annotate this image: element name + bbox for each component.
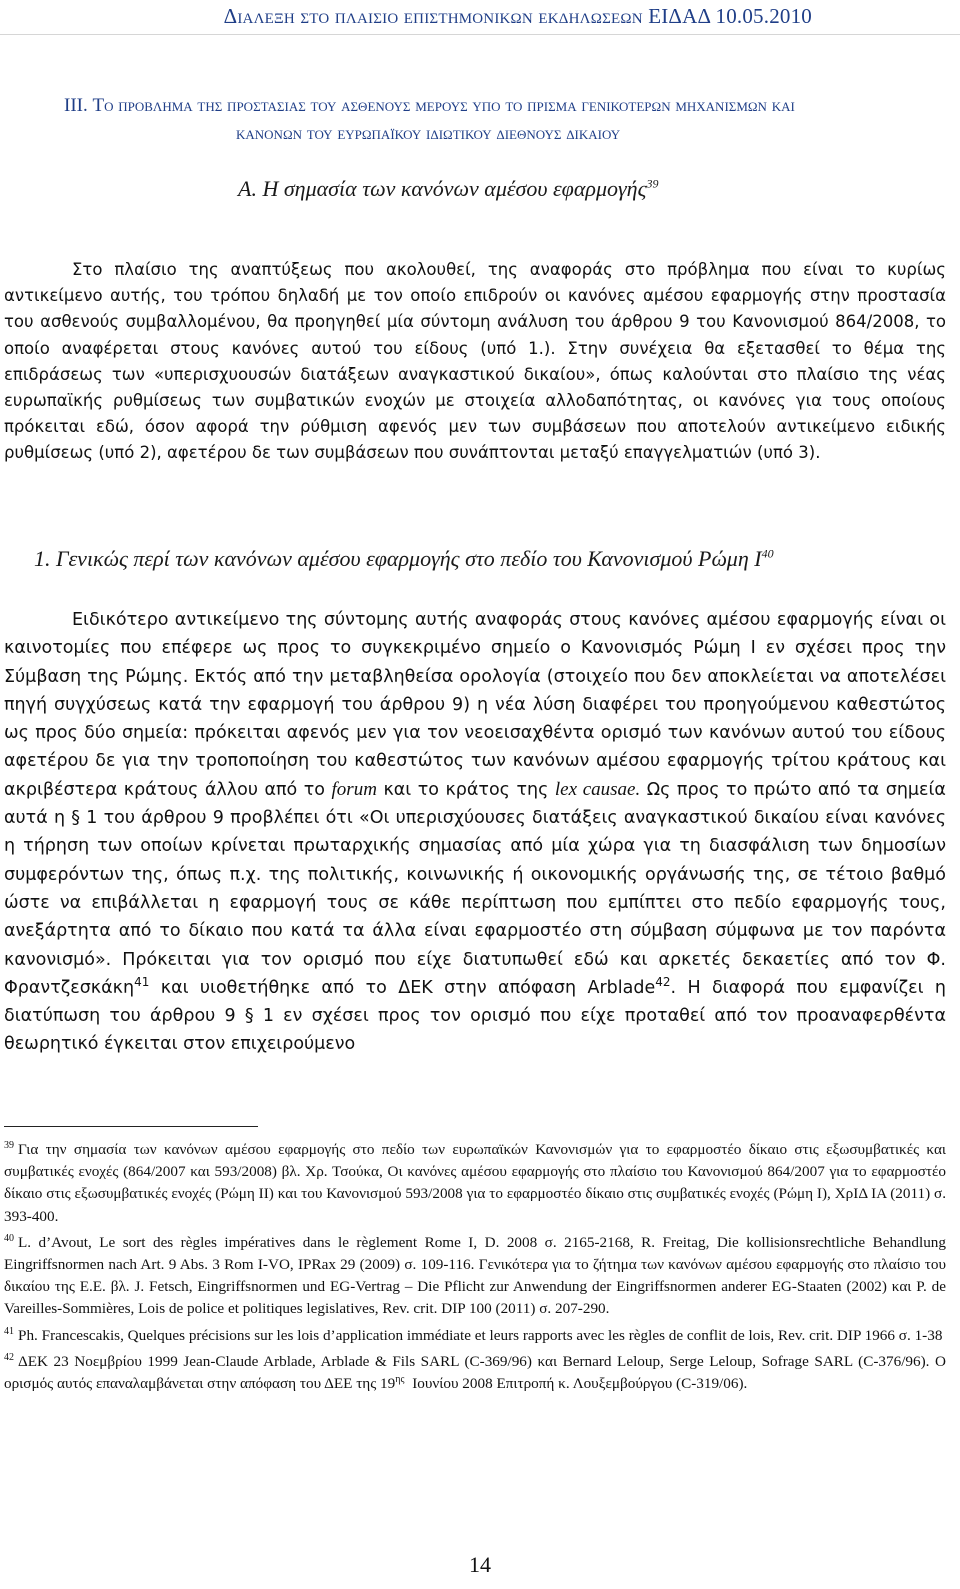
footnote-text: Για την σημασία των κανόνων αμέσου εφαρμογής στο πεδίο των ευρωπαϊκών Κανονισμών για το εφαρμοστέο δίκαιο στις εξωσυμβατικές και συμβατικές ενοχές (864/2007 και 593/2008) βλ. Χρ. Τσούκα, Οι κανόνες αμέσου εφαρμογής στο πλαίσιο του Κανονισμού 864/2007 για το εφαρμοστέο δίκαιο στις εξωσυμβατικές ενοχές (Ρώμη ΙΙ) και του Κανονισμού 593/2008 για το εφαρμοστέο δίκαιο στις συμβατικές ενοχές (Ρώμη Ι), ΧρΙΔ ΙΑ (2011) σ. 393-400. <box>4 1141 946 1225</box>
footnote-number: 40 <box>4 1232 14 1244</box>
footnote-ref-42: 42 <box>655 975 671 990</box>
footnote-text: L. d’Avout, Le sort des règles impératives dans le règlement Rome I, D. 2008 σ. 2165-2168, R. Freitag, Die kollisionsrechtliche Behandlung Eingriffsnormen nach Art. 9 Abs. 3 Rom I-VO, IPRax 29 (2009) σ. 109-116. Γενικότερα για το ζήτημα των κανόνων αμέσου εφαρμογής στο πλαίσιο του δικαίου της Ε.Ε. βλ. J. Fetsch, Eingriffsnormen und EG-Vertrag – Die Pflicht zur Anwendung der Eingriffsnormen anderer EG-Staaten (2002) και P. de Vareilles-Sommières, Lois de police et politiques legislatives, Rev. crit. DIP 100 (2011) σ. 207-290. <box>4 1233 946 1318</box>
footnote-41 <box>4 1325 946 1347</box>
subsection-1-title: 1. Γενικώς περί των κανόνων αμέσου εφαρμογής στο πεδίο του Κανονισμού Ρώμη Ι <box>34 546 762 571</box>
section-heading <box>64 92 944 148</box>
footnote-separator <box>4 1126 258 1127</box>
subsection-a-title: Α. Η σημασία των κανόνων αμέσου εφαρμογής <box>238 176 647 201</box>
footnotes <box>4 1139 946 1399</box>
paragraph-2-part-1: Ειδικότερο αντικείμενο της σύντομης αυτής αναφοράς στους κανόνες αμέσου εφαρμογής είναι οι καινοτομίες που επέφερε ως προς το συγκεκριμένο σημείο ο Κανονισμός Ρώμη Ι εν σχέσει προς την Σύμβαση της Ρώμης. Εκτός από την μεταβληθείσα ορολογία (στοιχείο που δεν αποκλείεται να αποτελέσει πηγή συγχύσεως κατά την εφαρμογή του άρθρου 9) η νέα λύση διαφέρει του προηγούμενου καθεστώτος ως προς δύο σημεία: πρόκειται αφενός μεν για τον νεοεισαχθέντα ορισμό των κανόνων αυτού του είδους αφετέρου δε για την τροποποίηση του καθεστώτος των κανόνων αμέσου εφαρμογής τρίτου κράτους και ακριβέστερα κράτους άλλου από το <box>4 610 946 800</box>
paragraph-2-part-5: . Η διαφορά που εμφανίζει η διατύπωση του άρθρου 9 § 1 εν σχέσει προς τον ορισμό που είχε προταθεί από τον προαναφερθέντα θεωρητικό έγκειται στον επιχειρούμενο <box>4 977 946 1055</box>
footnote-text-part-1: ΔΕΚ 23 Νοεμβρίου 1999 Jean-Claude Arblade, Arblade & Fils SARL (C-369/96) και Bernard Leloup, Serge Leloup, Sofrage SARL (C-376/96). Ο ορισμός αυτός επαναλαμβάνεται στην απόφαση του ΔΕΕ της 19 <box>4 1352 946 1393</box>
paragraph-1-text: Στο πλαίσιο της αναπτύξεως που ακολουθεί, της αναφοράς στο πρόβλημα που είναι το κυρίως αντικείμενο αυτής, του τρόπου δηλαδή με τον οποίο επιδρούν οι κανόνες αμέσου εφαρμογής στην προστασία του ασθενούς συμβαλλομένου, θα προηγηθεί μία σύντομη ανάλυση του άρθρου 9 του Κανονισμού 864/2008, το οποίο αναφέρεται στους κανόνες αυτού του είδους (υπό 1.). Στην συνέχεια θα εξετασθεί το θέμα της επιδράσεως των «υπερισχυουσών διατάξεων αναγκαστικού δικαίου», όπως καλούνται στο πλαίσιο της νέας ευρωπαϊκής ρυθμίσεως των συμβατικών ενοχών με στοιχεία αλλοδαπότητας, οι κανόνες για τους οποίους πρόκειται εδώ, όσον αφορά την ρύθμιση αφενός μεν των συμβάσεων που αποτελούν αντικείμενο ειδικής ρυθμίσεως (υπό 2), αφετέρου δε των συμβάσεων που συνάπτονται μεταξύ επαγγελματιών (υπό 3). <box>4 260 946 463</box>
term-forum: forum <box>331 778 377 800</box>
footnote-number: 42 <box>4 1351 14 1363</box>
footnote-text: Ph. Francescakis, Quelques précisions sur les lois d’application immédiate et leurs rapports avec les règles de conflit de lois, Rev. crit. DIP 1966 σ. 1-38 <box>18 1326 943 1344</box>
footnote-ref-40: 40 <box>761 546 774 561</box>
header-rule <box>0 34 960 35</box>
footnote-ref-39: 39 <box>646 176 659 191</box>
running-header <box>224 4 812 29</box>
paragraph-2-part-2: και το κράτος της <box>383 779 549 800</box>
footnote-number: 41 <box>4 1325 14 1337</box>
section-heading-line-2: κανονων του ευρωπαϊκου ιδιωτικου διεθνους δικαιου <box>236 123 621 144</box>
footnote-number: 39 <box>4 1139 14 1151</box>
paragraph-1 <box>4 257 946 467</box>
term-lex-causae: lex causae. <box>554 778 641 800</box>
footnote-text-part-2: Ιουνίου 2008 Επιτροπή κ. Λουξεμβούργου (C-319/06). <box>408 1375 748 1393</box>
footnote-40 <box>4 1232 946 1321</box>
ordinal-suffix: ης <box>395 1373 405 1385</box>
running-header-text: Διαλεξη στο πλαισιο επιστημονικων εκδηλωσεων ΕΙΔΑΔ 10.05.2010 <box>223 4 812 28</box>
paragraph-2 <box>4 606 946 1059</box>
paragraph-2-part-3: Ως προς το πρώτο από τα σημεία αυτά η § 1 του άρθρου 9 προβλέπει ότι «Οι υπερισχύουσες διατάξεις αναγκαστικού δικαίου είναι κανόνες η τήρηση των οποίων κρίνεται πρωταρχικής σημασίας από μία χώρα για τη διασφάλιση των δημοσίων συμφερόντων της, όπως π.χ. της πολιτικής, κοινωνικής ή οικονομικής οργάνωσής της, σε τέτοιο βαθμό ώστε να επιβάλλεται η εφαρμογή τους σε κάθε περίπτωση που εμπίπτει στο πεδίο εφαρμογής τους, ανεξάρτητα από το δίκαιο που κατά τα άλλα είναι εφαρμοστέο στη σύμβαση σύμφωνα με τον παρόντα κανονισμό». Πρόκειται για τον ορισμό που είχε διατυπωθεί εδώ και αρκετές δεκαετίες από τον Φ. Φραντζεσκάκη <box>4 779 946 998</box>
footnote-42 <box>4 1351 946 1395</box>
subsection-1-heading <box>34 546 774 572</box>
paragraph-2-part-4: και υιοθετήθηκε από το ΔΕΚ στην απόφαση Arblade <box>160 977 656 998</box>
footnote-ref-41: 41 <box>134 975 150 990</box>
subsection-a-heading <box>238 176 659 202</box>
section-heading-line-1: III. Το προβλημα της προστασιας του ασθενους μερους υπο το πρισμα γενικοτερων μηχανισμων και <box>64 95 795 116</box>
footnote-39 <box>4 1139 946 1228</box>
page-number: 14 <box>469 1552 491 1577</box>
